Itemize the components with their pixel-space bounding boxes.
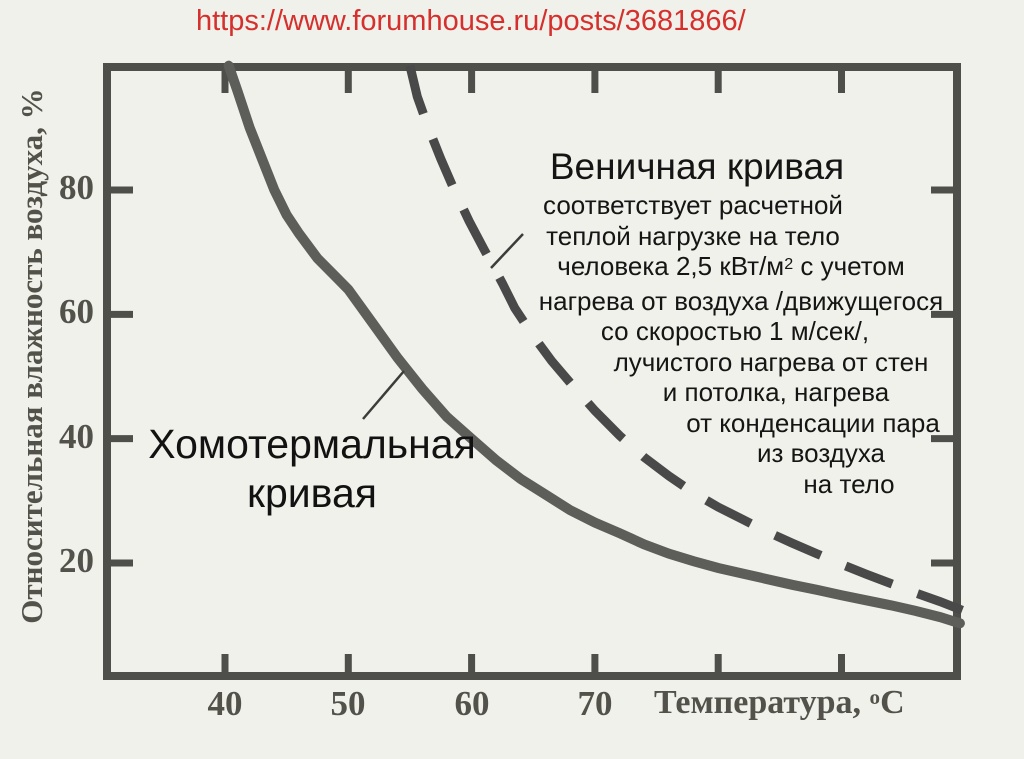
homothermal-curve-label-line2: кривая bbox=[247, 470, 377, 516]
y-tick-label-80: 80 bbox=[59, 168, 94, 207]
annotation-line3-sup: 2 bbox=[784, 254, 794, 273]
annotation-line: со скоростью 1 м/сек/, bbox=[600, 316, 870, 346]
annotation-line3-pre: человека 2,5 кВт/м bbox=[557, 251, 785, 281]
annotation-line: соответствует расчетной bbox=[543, 190, 843, 220]
annotation-line: лучистого нагрева от стен bbox=[613, 346, 929, 377]
annotation-line: и потолка, нагрева bbox=[662, 377, 890, 407]
x-axis-title-unit: С bbox=[880, 684, 905, 721]
venik-curve-annotation bbox=[468, 144, 958, 499]
annotation-line: из воздуха bbox=[756, 438, 886, 468]
x-axis-title-degree-sup: о bbox=[869, 684, 881, 709]
annotation-line: от конденсации пара bbox=[686, 407, 940, 438]
y-tick-label-60: 60 bbox=[59, 292, 94, 331]
homothermal-curve-label-line1: Хомотермальная bbox=[148, 421, 476, 467]
y-tick-label-40: 40 bbox=[59, 417, 94, 456]
annotation-line3-post: с учетом bbox=[793, 251, 905, 281]
x-tick-label-70: 70 bbox=[577, 684, 613, 723]
annotation-title: Веничная кривая bbox=[549, 146, 845, 187]
x-tick-label-60: 60 bbox=[454, 684, 490, 723]
x-tick-label-40: 40 bbox=[207, 684, 243, 723]
y-axis-label: Относительная влажность воздуха, % bbox=[14, 88, 49, 624]
annotation-line: нагрева от воздуха /движущегося bbox=[538, 285, 944, 316]
annotation-line bbox=[486, 251, 976, 286]
x-axis-title-text: Температура, bbox=[654, 684, 870, 721]
homothermal-curve-label bbox=[112, 420, 512, 518]
annotation-line: теплой нагрузке на тело bbox=[546, 220, 840, 251]
source-url: https://www.forumhouse.ru/posts/3681866/ bbox=[196, 5, 746, 37]
y-tick-label-20: 20 bbox=[59, 541, 94, 580]
annotation-line: на тело bbox=[803, 468, 895, 499]
x-tick-label-50: 50 bbox=[330, 684, 366, 723]
x-axis-title bbox=[654, 684, 905, 722]
